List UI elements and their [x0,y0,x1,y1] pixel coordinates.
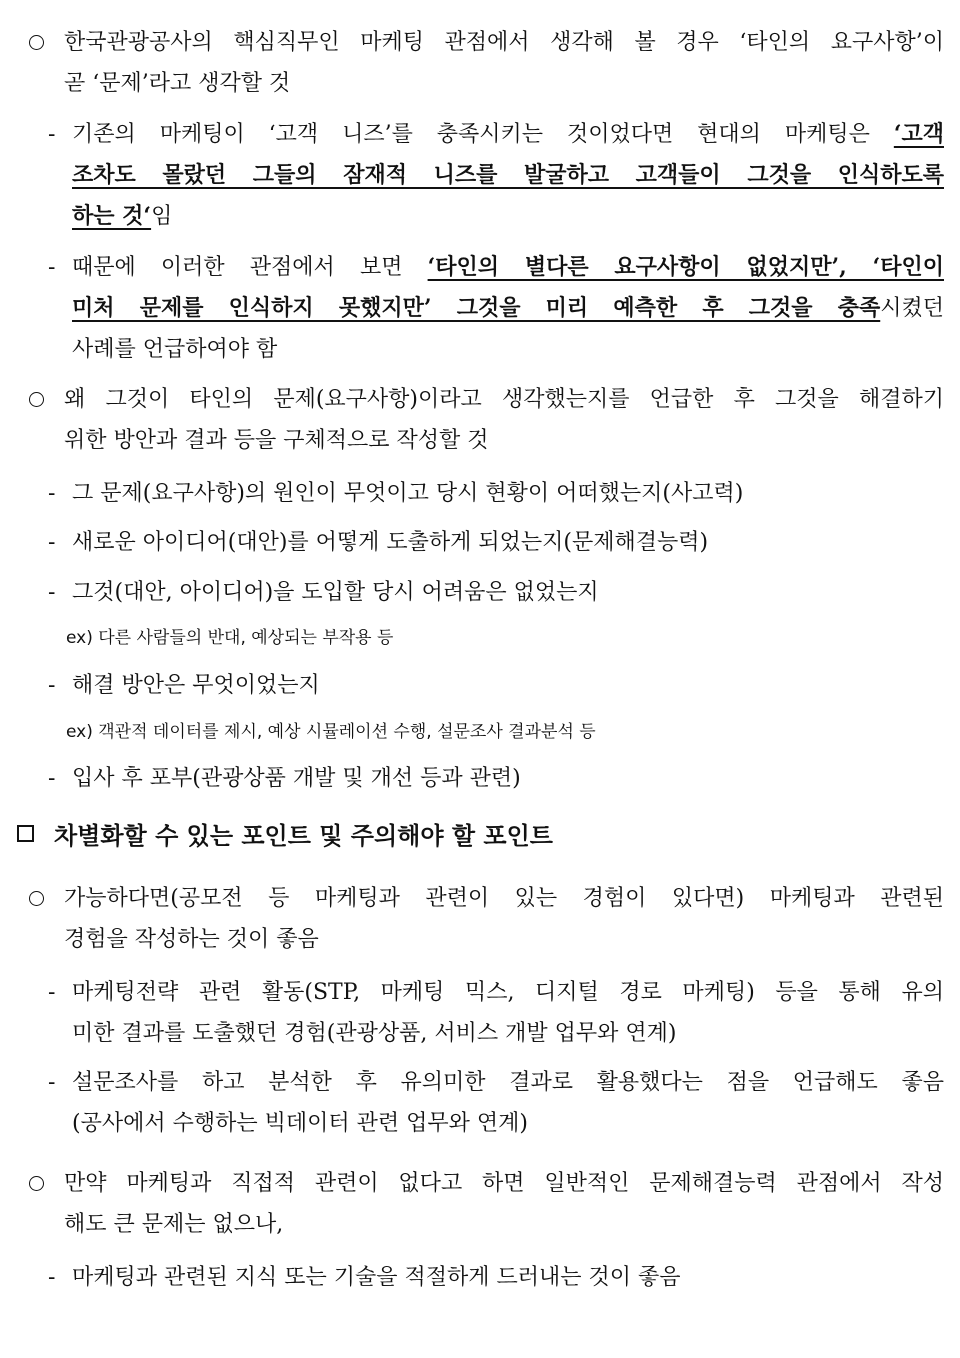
example-note [0,618,960,659]
paragraph-line: 한국관광공사의 핵심직무인 마케팅 관점에서 생각해 볼 경우 ‘타인의 요구사항’이 [64,30,944,55]
sub-item-row [0,1062,960,1103]
sub-item-row [0,1257,960,1298]
heading-title: 차별화할 수 있는 포인트 및 주의해야 할 포인트 [54,822,553,850]
example-note [0,712,960,753]
dash-marker: - [48,766,56,791]
heading-row [0,815,960,857]
text-run: 때문에 이러한 관점에서 보면 [72,255,428,280]
paragraph-line [72,196,172,237]
sub-item-survey [0,1062,960,1144]
bullet-paragraph [0,22,960,63]
sub-item-customer-needs [0,114,960,237]
list-item [0,572,960,613]
list-item-row [0,758,960,799]
sub-item-row [0,114,960,155]
paragraph-line-row [0,420,960,461]
dash-marker: - [48,1070,56,1095]
paragraph-line-row [0,63,960,104]
emphasis-text: 조차도 몰랐던 그들의 잠재적 니즈를 발굴하고 고객들이 그것을 인식하도록 [72,162,944,188]
circle-bullet-icon [29,35,44,50]
paragraph-line: 가능하다면(공모전 등 마케팅과 관련이 있는 경험이 있다면) 마케팅과 관련된 [64,886,944,911]
paragraph-line: 설문조사를 하고 분석한 후 유의미한 결과로 활용했다는 점을 언급해도 좋음 [72,1070,944,1095]
paragraph-line: (공사에서 수행하는 빅데이터 관련 업무와 연계) [72,1111,528,1136]
paragraph-line: 마케팅전략 관련 활동(STP, 마케팅 믹스, 디지털 경로 마케팅) 등을 통해 유의 [72,980,944,1005]
paragraph-line [72,114,944,155]
list-item-text: 입사 후 포부(관광상품 개발 및 개선 등과 관련) [72,766,521,791]
list-item-text: 그 문제(요구사항)의 원인이 무엇이고 당시 현황이 어떠했는지(사고력) [72,481,744,506]
paragraph-line: 미한 결과를 도출했던 경험(관광상품, 서비스 개발 업무와 연계) [72,1021,677,1046]
text-run: 시켰던 [880,296,944,321]
sub-item-row [0,972,960,1013]
dash-marker: - [48,481,56,506]
sub-item-row [0,196,960,237]
dash-marker: - [48,980,56,1005]
section-problem-solving [0,379,960,461]
list-item-text: 새로운 아이디어(대안)를 어떻게 도출하게 되었는지(문제해결능력) [72,530,709,555]
bullet-paragraph [0,878,960,919]
emphasis-text: ‘타인의 별다른 요구사항이 없었지만’, ‘타인이 [427,254,944,280]
dash-marker: - [48,673,56,698]
dash-marker: - [48,1265,56,1290]
list-item-row [0,473,960,514]
circle-bullet-icon [29,891,44,906]
paragraph-line: 위한 방안과 결과 등을 구체적으로 작성할 것 [64,428,489,453]
sub-item-row [0,247,960,288]
sub-item-marketing-strategy [0,972,960,1054]
square-bullet-icon [17,825,34,842]
section-marketing-experience [0,878,960,960]
list-item [0,758,960,799]
emphasis-text: 하는 것‘ [72,203,152,229]
paragraph-line: 만약 마케팅과 직접적 관련이 없다고 하면 일반적인 문제해결능력 관점에서 작성 [64,1171,944,1196]
dash-marker: - [48,580,56,605]
paragraph-line: 경험을 작성하는 것이 좋음 [64,927,319,952]
dash-marker: - [48,122,56,147]
example-text: ex) 다른 사람들의 반대, 예상되는 부작용 등 [66,628,394,648]
paragraph-line: 마케팅과 관련된 지식 또는 기술을 적절하게 드러내는 것이 좋음 [72,1265,681,1290]
circle-bullet-icon [29,392,44,407]
emphasis-text: 미처 문제를 인식하지 못했지만’ 그것을 미리 예측한 후 그것을 충족 [72,295,881,321]
example-text: ex) 객관적 데이터를 제시, 예상 시뮬레이션 수행, 설문조사 결과분석 등 [66,722,596,742]
list-item-row [0,522,960,563]
text-run: 임 [151,204,173,229]
paragraph-line: 사례를 언급하여야 함 [72,337,278,362]
example-row [0,618,960,659]
paragraph-line: 왜 그것이 타인의 문제(요구사항)이라고 생각했는지를 언급한 후 그것을 해결하기 [64,387,944,412]
example-row [0,712,960,753]
section-tourism-marketing [0,22,960,104]
dash-marker: - [48,255,56,280]
list-item-text: 그것(대안, 아이디어)을 도입할 당시 어려움은 없었는지 [72,580,599,605]
circle-bullet-icon [29,1176,44,1191]
paragraph-line-row [0,919,960,960]
list-item [0,522,960,563]
section-heading [0,815,960,857]
section-general-problem-solving [0,1163,960,1245]
list-item [0,473,960,514]
sub-item-row [0,288,960,329]
list-item [0,665,960,706]
text-run: 기존의 마케팅이 ‘고객 니즈’를 충족시키는 것이었다면 현대의 마케팅은 [72,122,894,147]
sub-item-row [0,155,960,196]
sub-item-perspective [0,247,960,370]
paragraph-line: 해도 큰 문제는 없으나, [64,1212,284,1237]
paragraph-line-row [0,1204,960,1245]
paragraph-line [72,247,944,288]
sub-item-row [0,1103,960,1144]
bullet-paragraph [0,379,960,420]
dash-marker: - [48,530,56,555]
sub-item-row [0,329,960,370]
list-item-row [0,665,960,706]
bullet-paragraph [0,1163,960,1204]
list-item-text: 해결 방안은 무엇이었는지 [72,673,320,698]
sub-item-row [0,1013,960,1054]
emphasis-text: ‘고객 [893,121,944,147]
list-item-row [0,572,960,613]
sub-item-knowledge [0,1257,960,1298]
paragraph-line [72,288,944,329]
paragraph-line: 곧 ‘문제’라고 생각할 것 [64,71,291,96]
